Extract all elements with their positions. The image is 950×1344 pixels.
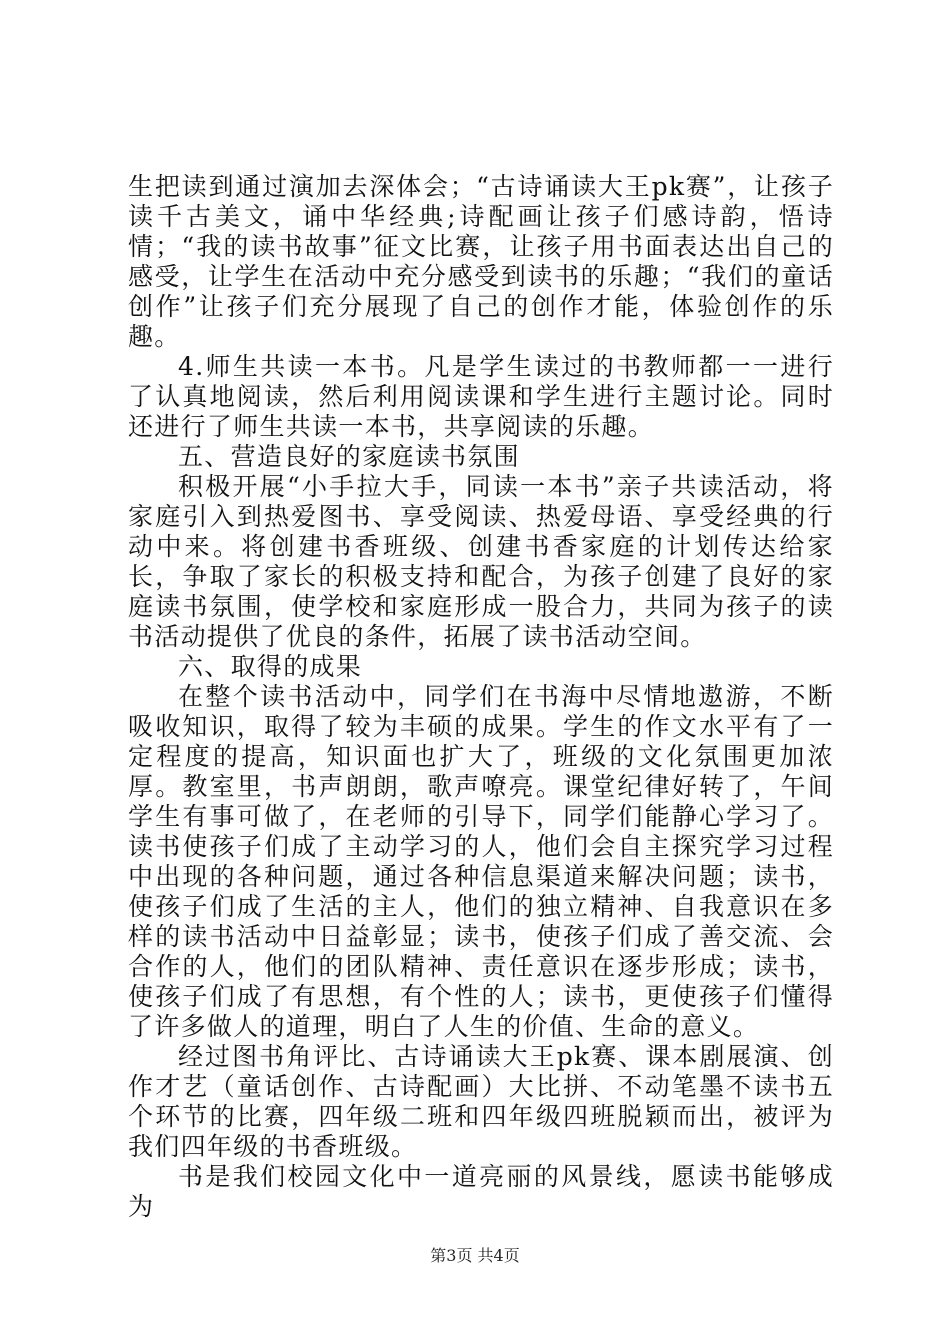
document-body	[128, 172, 834, 1222]
paragraph-achievements: 在整个读书活动中，同学们在书海中尽情地遨游，不断吸收知识，取得了较为丰硕的成果。学生的作文水平有了一定程度的提高，知识面也扩大了，班级的文化氛围更加浓厚。教室里，书声朗朗，歌声嘹亮。课堂纪律好转了，午间学生有事可做了，在老师的引导下，同学们能静心学习了。读书使孩子们成了主动学习的人，他们会自主探究学习过程中出现的各种问题，通过各种信息渠道来解决问题；读书，使孩子们成了生活的主人，他们的独立精神、自我意识在多样的读书活动中日益彰显；读书，使孩子们成了善交流、会合作的人，他们的团队精神、责任意识在逐步形成；读书，使孩子们成了有思想，有个性的人；读书，更使孩子们懂得了许多做人的道理，明白了人生的价值、生命的意义。	[128, 682, 834, 1041]
paragraph-competition-results: 经过图书角评比、古诗诵读大王pk赛、课本剧展演、创作才艺（童话创作、古诗配画）大比拼、不动笔墨不读书五个环节的比赛，四年级二班和四年级四班脱颖而出，被评为我们四年级的书香班级。	[128, 1042, 834, 1161]
paragraph-teacher-student-reading: 4.师生共读一本书。凡是学生读过的书教师都一一进行了认真地阅读，然后利用阅读课和学生进行主题讨论。同时还进行了师生共读一本书，共享阅读的乐趣。	[128, 352, 834, 441]
paragraph-family-reading: 积极开展“小手拉大手，同读一本书”亲子共读活动，将家庭引入到热爱图书、享受阅读、热爱母语、享受经典的行动中来。将创建书香班级、创建书香家庭的计划传达给家长，争取了家长的积极支持和配合，为孩子创建了良好的家庭读书氛围，使学校和家庭形成一股合力，共同为孩子的读书活动提供了优良的条件，拓展了读书活动空间。	[128, 472, 834, 651]
paragraph-closing: 书是我们校园文化中一道亮丽的风景线，愿读书能够成为	[128, 1162, 834, 1221]
section-heading-achievements: 六、取得的成果	[178, 652, 363, 681]
paragraph-continued-activities: 生把读到通过演加去深体会；“古诗诵读大王pk赛”，让孩子读千古美文，诵中华经典;诗配画让孩子们感诗韵，悟诗情；“我的读书故事”征文比赛，让孩子用书面表达出自己的感受，让学生在活动中充分感受到读书的乐趣；“我们的童话创作”让孩子们充分展现了自己的创作才能，体验创作的乐趣。	[128, 172, 834, 351]
section-heading-family-reading: 五、营造良好的家庭读书氛围	[178, 442, 520, 471]
page-number-footer: 第3页 共4页	[430, 1246, 520, 1265]
